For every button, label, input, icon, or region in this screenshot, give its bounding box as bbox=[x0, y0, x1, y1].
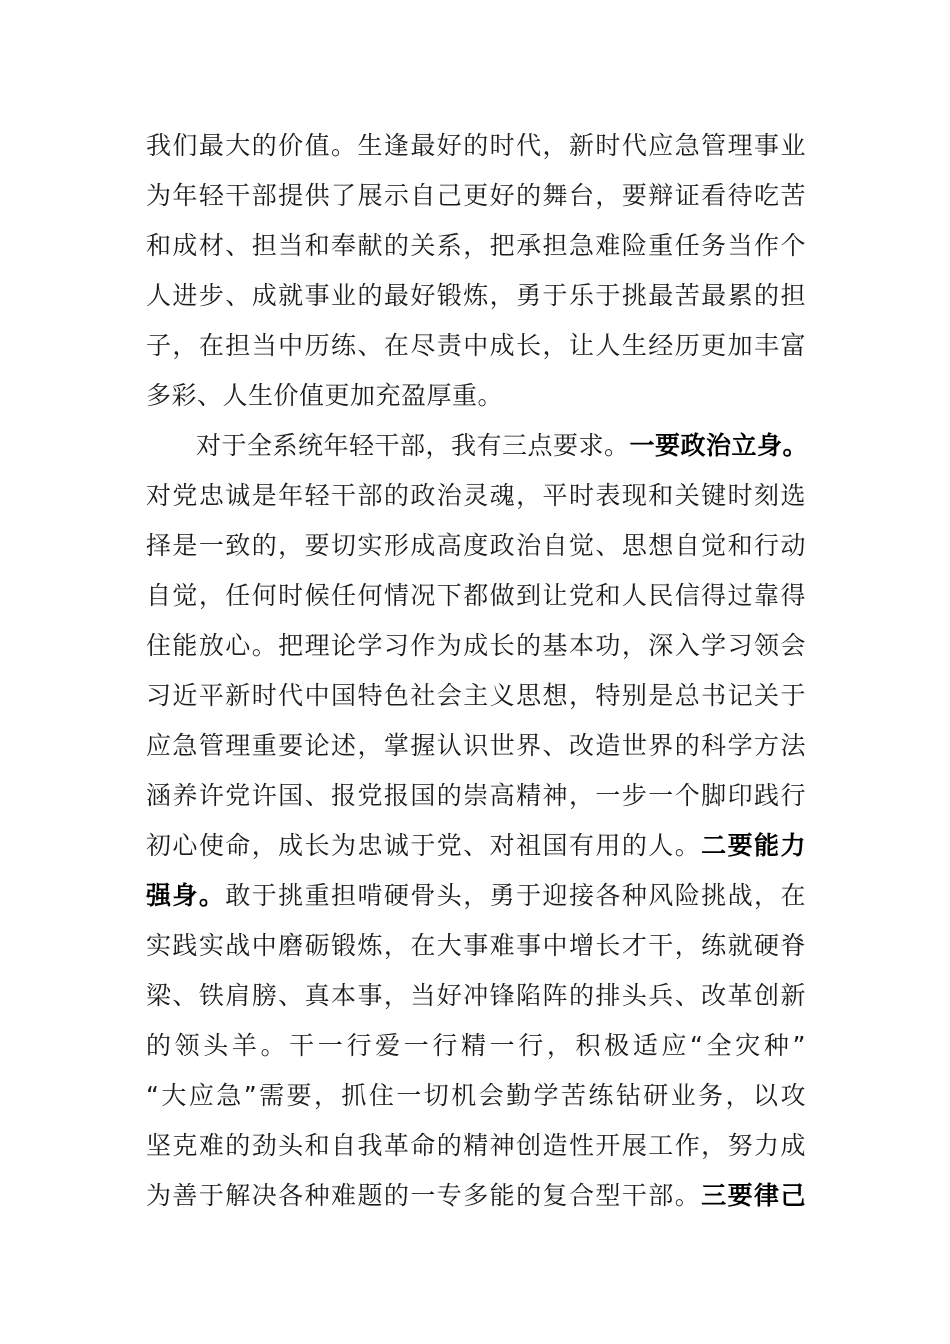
text-line-15 bbox=[146, 821, 806, 871]
text-line-13 bbox=[146, 721, 806, 771]
text-line-4 bbox=[146, 271, 806, 321]
text-line-9 bbox=[146, 521, 806, 571]
text-line-7 bbox=[196, 421, 808, 471]
text-segment: 敢于挑重担啃硬骨头，勇于迎接各种风险挑战，在 bbox=[225, 881, 806, 910]
text-segment: 对党忠诚是年轻干部的政治灵魂，平时表现和关键时刻选 bbox=[146, 481, 806, 510]
text-segment: 住能放心。把理论学习作为成长的基本功，深入学习领会 bbox=[146, 631, 806, 660]
text-line-5 bbox=[146, 321, 806, 371]
text-line-8 bbox=[146, 471, 806, 521]
bold-heading-segment: 一要政治立身。 bbox=[629, 431, 809, 460]
text-line-1 bbox=[146, 121, 806, 171]
text-line-11 bbox=[146, 621, 806, 671]
text-segment: 应急管理重要论述，掌握认识世界、改造世界的科学方法 bbox=[146, 731, 806, 760]
text-line-3 bbox=[146, 221, 806, 271]
text-segment: 初心使命，成长为忠诚于党、对祖国有用的人。 bbox=[146, 831, 702, 860]
text-line-6 bbox=[146, 371, 806, 421]
text-line-12 bbox=[146, 671, 806, 721]
text-segment: 我们最大的价值。生逢最好的时代，新时代应急管理事业 bbox=[146, 131, 806, 160]
bold-heading-segment: 二要能力 bbox=[701, 831, 806, 860]
text-segment: “大应急”需要，抓住一切机会勤学苦练钻研业务，以攻 bbox=[146, 1081, 806, 1110]
text-line-2 bbox=[146, 171, 806, 221]
text-line-10 bbox=[146, 571, 806, 621]
text-line-19 bbox=[146, 1021, 806, 1071]
text-line-21 bbox=[146, 1121, 806, 1171]
text-segment: 子，在担当中历练、在尽责中成长，让人生经历更加丰富 bbox=[146, 331, 806, 360]
text-segment: 对于全系统年轻干部，我有三点要求。 bbox=[196, 431, 630, 460]
text-line-18 bbox=[146, 971, 806, 1021]
text-segment: 多彩、人生价值更加充盈厚重。 bbox=[146, 381, 504, 410]
text-segment: 为年轻干部提供了展示自己更好的舞台，要辩证看待吃苦 bbox=[146, 181, 806, 210]
bold-heading-segment: 三要律己 bbox=[701, 1181, 806, 1210]
text-segment: 的领头羊。干一行爱一行精一行，积极适应“全灾种” bbox=[146, 1031, 806, 1060]
text-line-17 bbox=[146, 921, 806, 971]
text-segment: 习近平新时代中国特色社会主义思想，特别是总书记关于 bbox=[146, 681, 806, 710]
text-line-16 bbox=[146, 871, 806, 921]
text-line-20 bbox=[146, 1071, 806, 1121]
text-segment: 梁、铁肩膀、真本事，当好冲锋陷阵的排头兵、改革创新 bbox=[146, 981, 806, 1010]
text-segment: 涵养许党许国、报党报国的崇高精神，一步一个脚印践行 bbox=[146, 781, 806, 810]
text-segment: 和成材、担当和奉献的关系，把承担急难险重任务当作个 bbox=[146, 231, 806, 260]
text-segment: 人进步、成就事业的最好锻炼，勇于乐于挑最苦最累的担 bbox=[146, 281, 806, 310]
text-segment: 自觉，任何时候任何情况下都做到让党和人民信得过靠得 bbox=[146, 581, 806, 610]
text-segment: 为善于解决各种难题的一专多能的复合型干部。 bbox=[146, 1181, 702, 1210]
text-line-14 bbox=[146, 771, 806, 821]
text-line-22 bbox=[146, 1171, 806, 1221]
bold-heading-segment: 强身。 bbox=[146, 881, 226, 910]
text-segment: 择是一致的，要切实形成高度政治自觉、思想自觉和行动 bbox=[146, 531, 806, 560]
text-segment: 实践实战中磨砺锻炼，在大事难事中增长才干，练就硬脊 bbox=[146, 931, 806, 960]
text-segment: 坚克难的劲头和自我革命的精神创造性开展工作，努力成 bbox=[146, 1131, 806, 1160]
